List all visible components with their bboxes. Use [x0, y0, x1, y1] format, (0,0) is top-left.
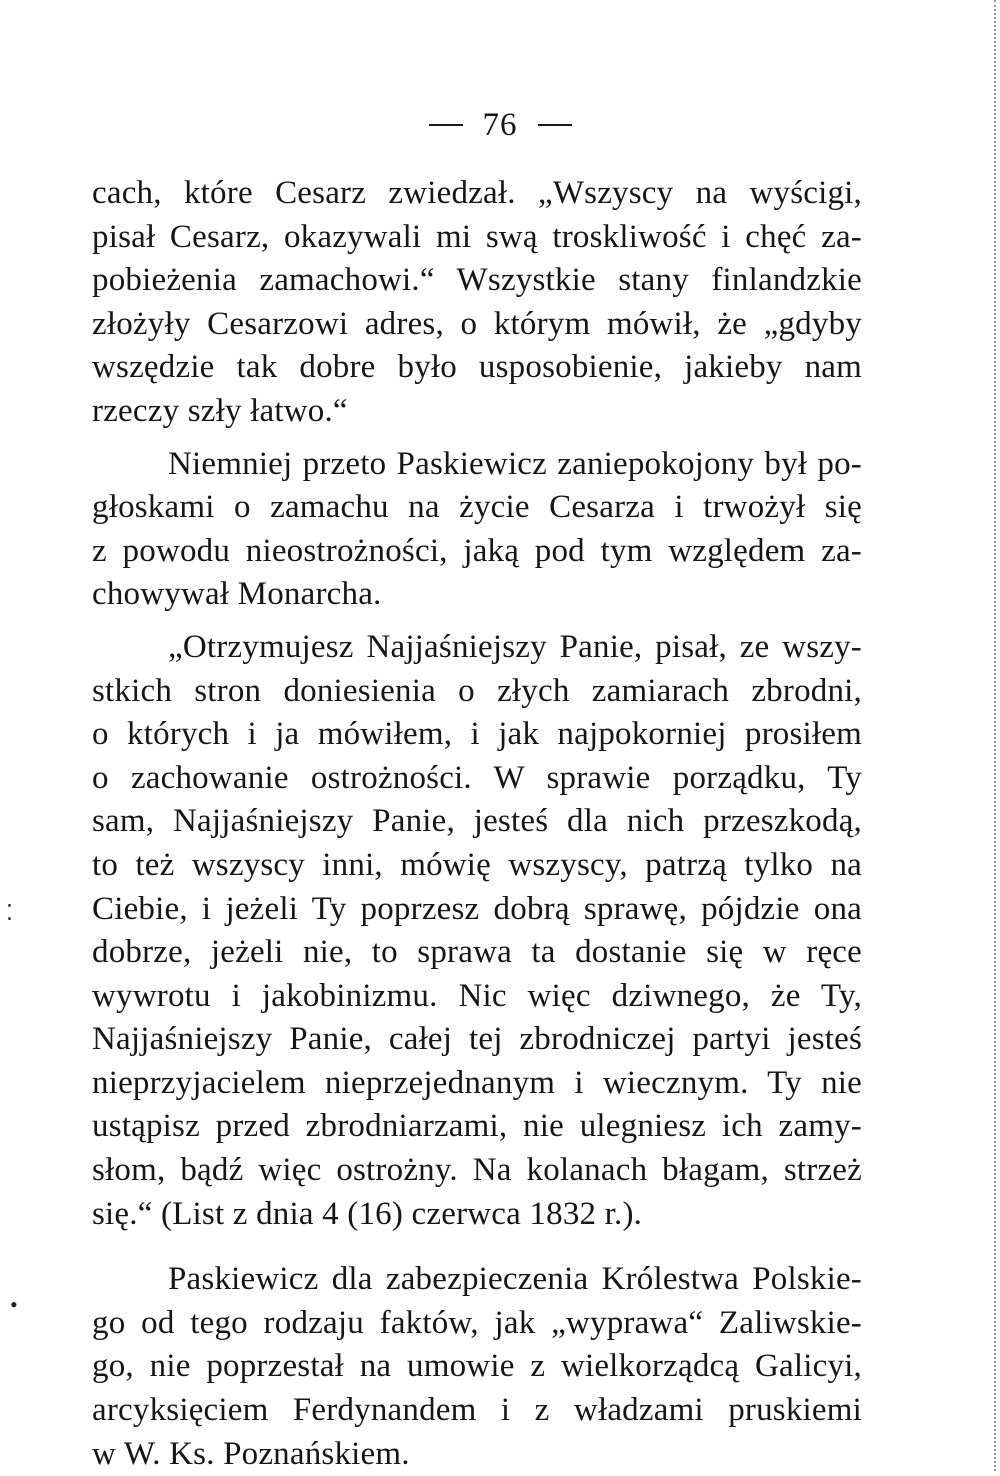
text-line: Najjaśniejszy Panie, całej tej zbrodniczej partyi jesteś: [92, 1021, 862, 1058]
text-line: rzeczy szły łatwo.“: [92, 392, 348, 429]
text-line: ustąpisz przed zbrodniarzami, nie ulegniesz ich zamy-: [92, 1108, 862, 1145]
text-line: słom, bądź więc ostrożny. Na kolanach błagam, strzeż: [92, 1152, 862, 1189]
text-line: się.“ (List z dnia 4 (16) czerwca 1832 r.).: [92, 1195, 643, 1232]
text-line: stkich stron doniesienia o złych zamiarach zbrodni,: [92, 672, 862, 709]
text-line: głoskami o zamachu na życie Cesarza i trwożył się: [92, 489, 862, 526]
paragraph-4: [92, 1258, 862, 1476]
text-line: o których i ja mówiłem, i jak najpokorniej prosiłem: [92, 716, 862, 753]
page-edge: [991, 0, 996, 1471]
text-line: go, nie poprzestał na umowie z wielkorządcą Galicyi,: [92, 1348, 862, 1385]
paragraph-2: [92, 443, 862, 617]
paragraph-1: [92, 172, 862, 434]
margin-speck: •: [10, 1292, 18, 1317]
text-line: sam, Najjaśniejszy Panie, jesteś dla nich przeszkodą,: [92, 803, 862, 840]
text-line: chowywał Monarcha.: [92, 576, 382, 613]
paragraph-3: [92, 626, 862, 1236]
header-dash-left: [429, 124, 463, 126]
text-line: z powodu nieostrożności, jaką pod tym względem za-: [92, 532, 862, 569]
text-line: złożyły Cesarzowi adres, o którym mówił, że „gdyby: [92, 305, 862, 342]
text-line: wywrotu i jakobinizmu. Nic więc dziwnego, że Ty,: [92, 977, 862, 1014]
body-text: [92, 172, 862, 1476]
text-line: pobieżenia zamachowi.“ Wszystkie stany finlandzkie: [92, 262, 862, 299]
text-line: o zachowanie ostrożności. W sprawie porządku, Ty: [92, 759, 862, 796]
text-line: go od tego rodzaju faktów, jak „wyprawa“ Zaliwskie-: [92, 1304, 862, 1341]
text-line: arcyksięciem Ferdynandem i z władzami pruskiemi: [92, 1392, 862, 1429]
text-line: cach, które Cesarz zwiedzał. „Wszyscy na wyścigi,: [92, 175, 862, 211]
text-line: pisał Cesarz, okazywali mi swą troskliwość i chęć za-: [92, 218, 862, 255]
text-line: Ciebie, i jeżeli Ty poprzesz dobrą sprawę, pójdzie ona: [92, 890, 862, 927]
text-line: „Otrzymujesz Najjaśniejszy Panie, pisał, ze wszy-: [168, 628, 862, 665]
text-line: Niemniej przeto Paskiewicz zaniepokojony był po-: [168, 445, 862, 482]
text-line: Paskiewicz dla zabezpieczenia Królestwa Polskie-: [168, 1261, 862, 1298]
text-line: w W. Ks. Poznańskiem.: [92, 1435, 410, 1472]
text-line: dobrze, jeżeli nie, to sprawa ta dostanie się w ręce: [92, 934, 862, 971]
header-dash-right: [538, 124, 572, 126]
page-header: [0, 103, 1000, 145]
margin-speck: ⁚: [6, 900, 13, 925]
page-number: 76: [482, 107, 518, 144]
text-line: wszędzie tak dobre było usposobienie, jakieby nam: [92, 349, 862, 386]
text-line: nieprzyjacielem nieprzejednanym i wiecznym. Ty nie: [92, 1064, 862, 1101]
text-line: to też wszyscy inni, mówię wszyscy, patrzą tylko na: [92, 846, 862, 883]
